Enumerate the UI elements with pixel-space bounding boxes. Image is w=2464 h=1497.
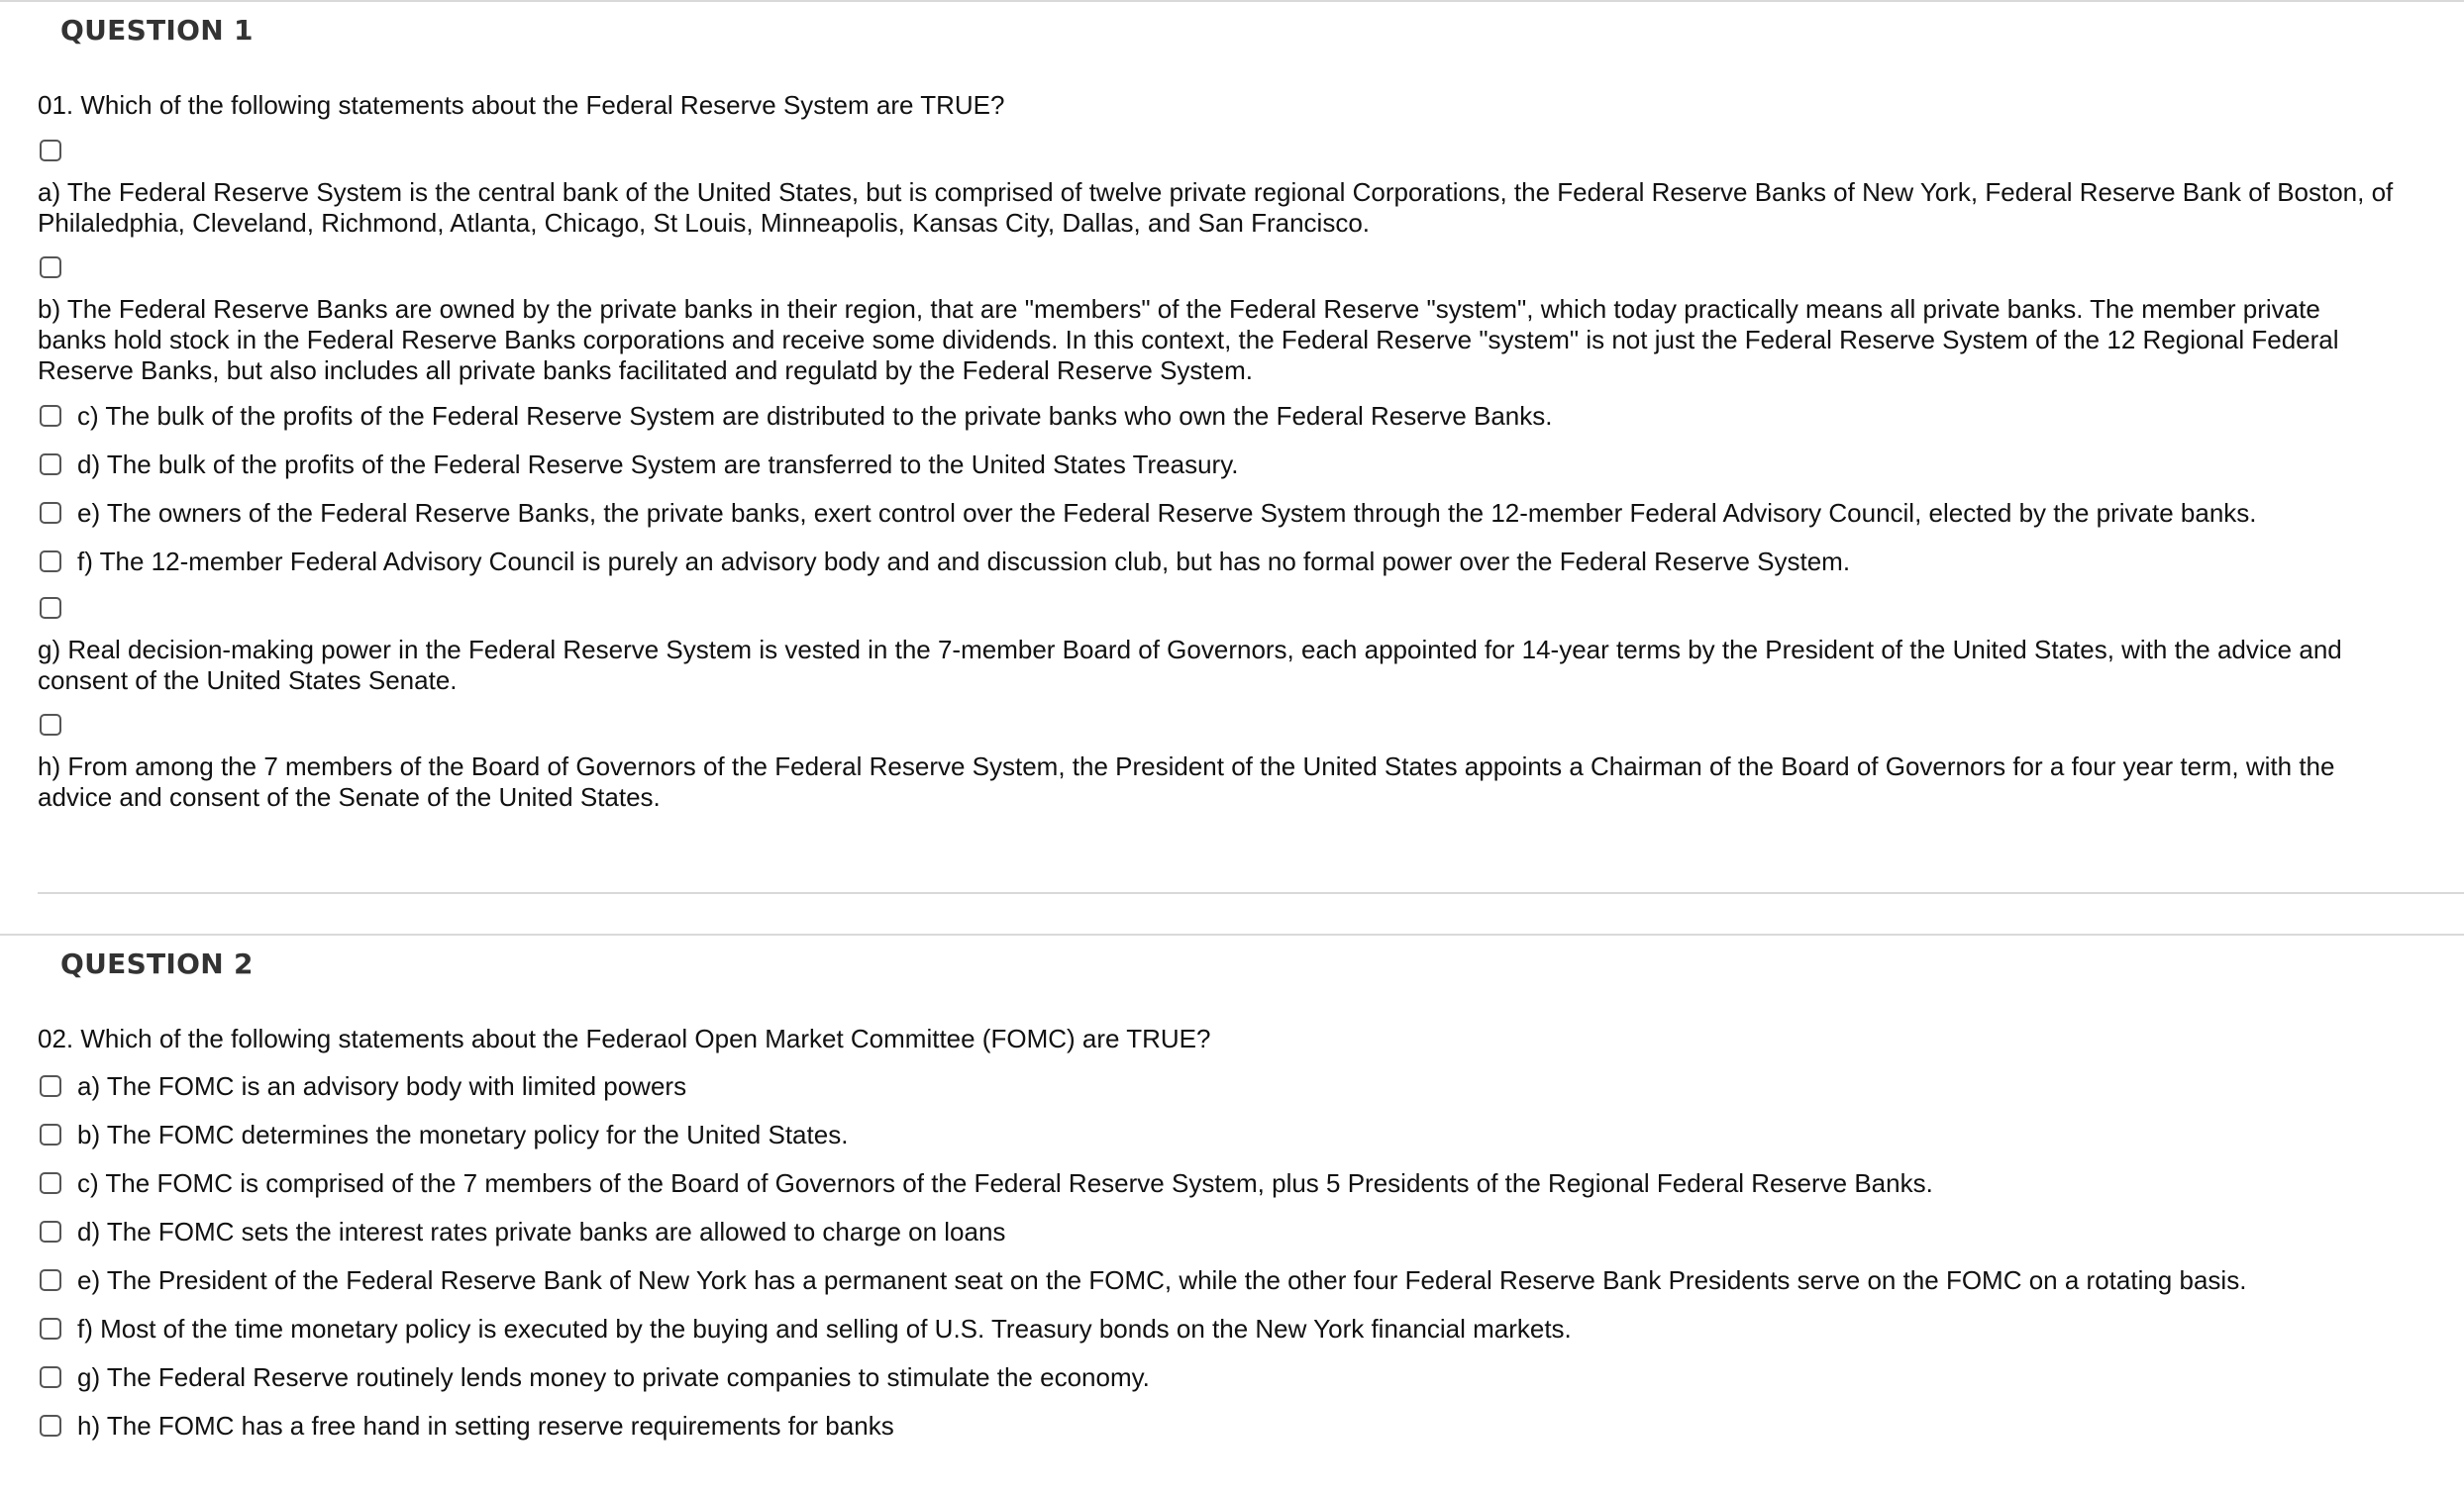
- q1-checkbox-b[interactable]: [40, 256, 61, 278]
- q2-checkbox-c[interactable]: [40, 1172, 61, 1194]
- q1-checkbox-a[interactable]: [40, 140, 61, 161]
- top-divider: [0, 0, 2464, 2]
- q1-choice-g-text: g) Real decision-making power in the Federal Reserve System is vested in the 7-member Board of Governors, each appointed for 14-year terms by the President of the United States, with the advice and consent of the United States Senate.: [38, 635, 2342, 695]
- q2-choice-d-text: d) The FOMC sets the interest rates private banks are allowed to charge on loans: [77, 1217, 1006, 1247]
- q2-choice-f-text: f) Most of the time monetary policy is executed by the buying and selling of U.S. Treasury bonds on the New York financial markets.: [77, 1314, 1572, 1344]
- q2-choice-c-text: c) The FOMC is comprised of the 7 members of the Board of Governors of the Federal Reserve System, plus 5 Presidents of the Regional Federal Reserve Banks.: [77, 1168, 1933, 1198]
- q2-choice-e-text: e) The President of the Federal Reserve Bank of New York has a permanent seat on the FOMC, while the other four Federal Reserve Bank Presidents serve on the FOMC on a rotating basis.: [77, 1265, 2247, 1295]
- q2-choice-h-text: h) The FOMC has a free hand in setting reserve requirements for banks: [77, 1411, 894, 1441]
- question-2-top-divider: [0, 934, 2464, 936]
- question-2-prompt: 02. Which of the following statements about the Federaol Open Market Committee (FOMC) are TRUE?: [38, 1024, 1211, 1053]
- q1-checkbox-g[interactable]: [40, 597, 61, 619]
- q1-checkbox-c[interactable]: [40, 405, 61, 427]
- q2-checkbox-a[interactable]: [40, 1075, 61, 1097]
- q2-checkbox-f[interactable]: [40, 1318, 61, 1340]
- q2-checkbox-g[interactable]: [40, 1366, 61, 1388]
- q2-checkbox-d[interactable]: [40, 1221, 61, 1243]
- q1-checkbox-f[interactable]: [40, 550, 61, 572]
- q1-checkbox-h[interactable]: [40, 714, 61, 736]
- q2-choice-a-text: a) The FOMC is an advisory body with limited powers: [77, 1071, 687, 1101]
- q2-checkbox-h[interactable]: [40, 1415, 61, 1437]
- q2-checkbox-e[interactable]: [40, 1269, 61, 1291]
- q1-choice-f-text: f) The 12-member Federal Advisory Council is purely an advisory body and and discussion club, but has no formal power over the Federal Reserve System.: [77, 547, 1851, 576]
- q1-choice-b-text: b) The Federal Reserve Banks are owned by the private banks in their region, that are "members" of the Federal Reserve "system", which today practically means all private banks. The member private banks hold stock in the Federal Reserve Banks corporations and receive some dividends. In this context, the Federal Reserve "system" is not just the Federal Reserve System of the 12 Regional Federal Reserve Banks, but also includes all private banks facilitated and regulatd by the Federal Reserve System.: [38, 294, 2339, 385]
- q2-choice-g-text: g) The Federal Reserve routinely lends money to private companies to stimulate the economy.: [77, 1362, 1150, 1392]
- question-2-title: QUESTION 2: [60, 948, 254, 980]
- q1-choice-h-text: h) From among the 7 members of the Board of Governors of the Federal Reserve System, the President of the United States appoints a Chairman of the Board of Governors for a four year term, with the advice and consent of the Senate of the United States.: [38, 751, 2335, 812]
- q2-choice-b-text: b) The FOMC determines the monetary policy for the United States.: [77, 1120, 849, 1149]
- q1-choice-a-text: a) The Federal Reserve System is the central bank of the United States, but is comprised of twelve private regional Corporations, the Federal Reserve Banks of New York, Federal Reserve Bank of Boston, of Philaledphia, Cleveland, Richmond, Atlanta, Chicago, St Louis, Minneapolis, Kansas City, Dallas, and San Francisco.: [38, 177, 2394, 238]
- q1-checkbox-d[interactable]: [40, 453, 61, 475]
- question-1-bottom-divider: [38, 892, 2464, 894]
- question-1-title: QUESTION 1: [60, 14, 254, 47]
- question-1-prompt: 01. Which of the following statements about the Federal Reserve System are TRUE?: [38, 90, 1005, 120]
- q2-checkbox-b[interactable]: [40, 1124, 61, 1146]
- q1-choice-c-text: c) The bulk of the profits of the Federal Reserve System are distributed to the private banks who own the Federal Reserve Banks.: [77, 401, 1553, 431]
- q1-choice-d-text: d) The bulk of the profits of the Federal Reserve System are transferred to the United States Treasury.: [77, 449, 1239, 479]
- q1-checkbox-e[interactable]: [40, 502, 61, 524]
- q1-choice-e-text: e) The owners of the Federal Reserve Banks, the private banks, exert control over the Federal Reserve System through the 12-member Federal Advisory Council, elected by the private banks.: [77, 498, 2257, 528]
